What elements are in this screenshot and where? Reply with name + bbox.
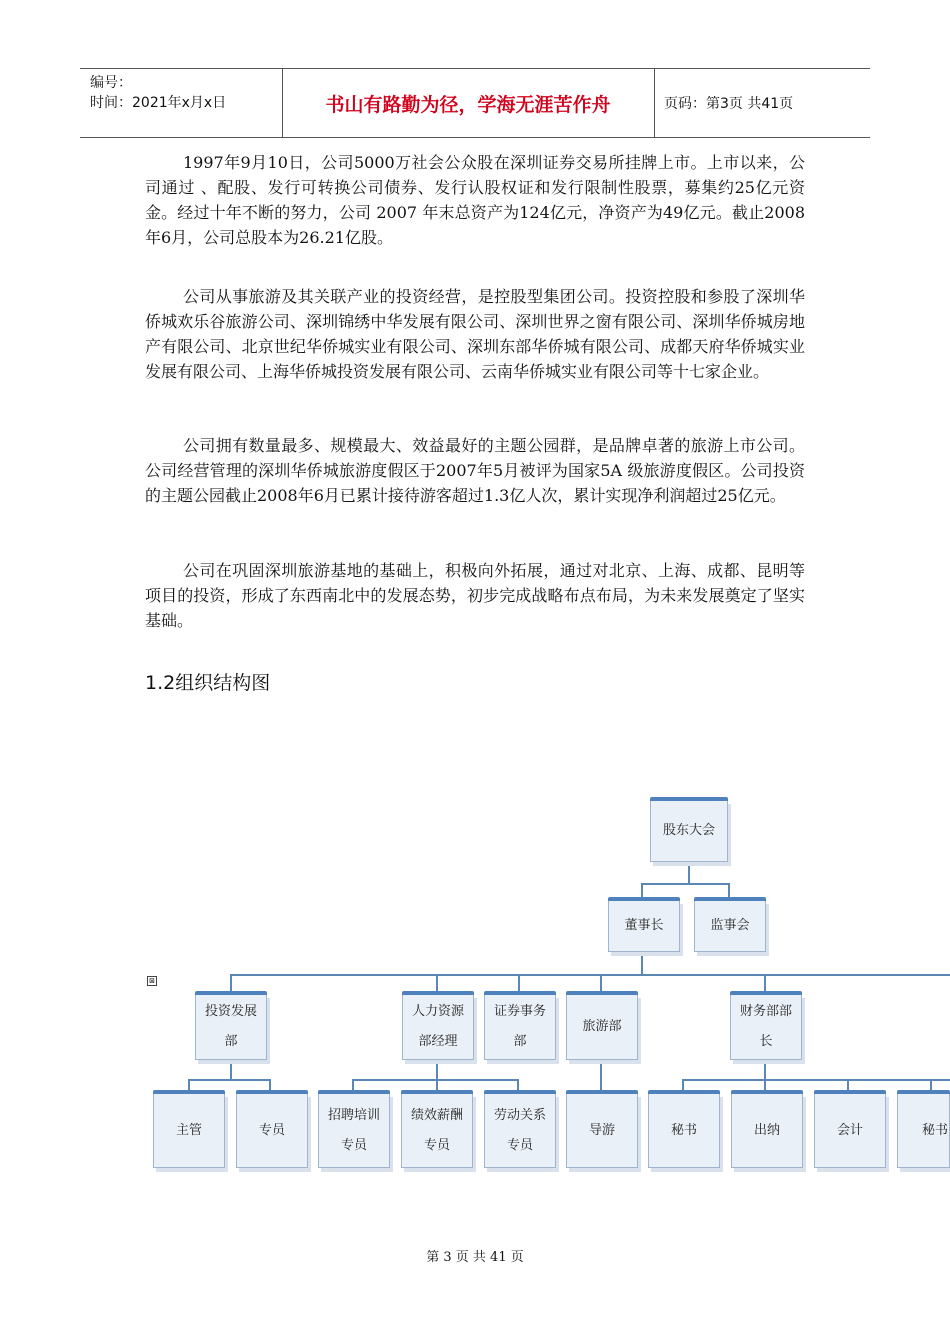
connector: [436, 974, 438, 992]
paragraph-1: 1997年9月10日，公司5000万社会公众股在深圳证券交易所挂牌上市。上市以来，公司通过 、配股、发行可转换公司债券、发行认股权证和发行限制性股票，募集约25亿元资金。经过十年不断的努力，公司 2007 年末总资产为124亿元，净资产为49亿元。截止2008年6月，公司总股本为26.21亿股。: [145, 153, 805, 247]
node-recruitment-specialist: 招聘培训 专员: [318, 1093, 390, 1168]
node-compensation-specialist: 绩效薪酬 专员: [401, 1093, 473, 1168]
header-page-number: 页码：第3页 共41页: [664, 96, 794, 112]
node-tour-guide: 导游: [566, 1093, 638, 1168]
connector: [230, 974, 950, 976]
node-dept-hr: 人力资源 部经理: [402, 994, 474, 1060]
connector: [682, 1079, 950, 1081]
paragraph-2: 公司从事旅游及其关联产业的投资经营，是控股型集团公司。投资控股和参股了深圳华侨城欢乐谷旅游公司、深圳锦绣中华发展有限公司、深圳世界之窗有限公司、深圳华侨城房地产有限公司、北京世纪华侨城实业有限公司、深圳东部华侨城有限公司、成都天府华侨城实业发展有限公司、上海华侨城投资发展有限公司、云南华侨城实业有限公司等十七家企业。: [145, 287, 805, 381]
header-meta: [90, 73, 226, 113]
page-footer: 第 3 页 共 41 页: [426, 1250, 524, 1265]
header-motto: 书山有路勤为径，学海无涯苦作舟: [325, 93, 611, 116]
node-specialist: 专员: [236, 1093, 308, 1168]
connector: [641, 952, 643, 975]
node-board-chair: 董事长: [608, 900, 680, 952]
page-header: [80, 68, 870, 138]
node-dept-investment: 投资发展 部: [195, 994, 267, 1060]
connector: [600, 974, 602, 992]
node-labor-relations-specialist: 劳动关系 专员: [484, 1093, 556, 1168]
node-secretary-2: 秘书: [897, 1093, 950, 1168]
connector: [764, 974, 766, 992]
paragraph-4: 公司在巩固深圳旅游基地的基础上，积极向外拓展，通过对北京、上海、成都、昆明等项目的投资，形成了东西南北中的发展态势，初步完成战略布点布局，为未来发展奠定了坚实基础。: [145, 561, 805, 630]
node-cashier: 出纳: [731, 1093, 803, 1168]
section-title: 1.2组织结构图: [145, 672, 271, 694]
header-time: 时间：2021年x月x日: [90, 95, 227, 111]
connector: [230, 1060, 232, 1080]
header-number: 编号：: [90, 75, 132, 91]
node-dept-finance: 财务部部 长: [730, 994, 802, 1060]
node-dept-securities: 证券事务 部: [484, 994, 556, 1060]
header-divider: [654, 69, 655, 137]
connector: [230, 974, 232, 992]
connector: [641, 883, 729, 885]
paragraph-3: 公司拥有数量最多、规模最大、效益最好的主题公园群，是品牌卓著的旅游上市公司。公司经营管理的深圳华侨城旅游度假区于2007年5月被评为国家5A 级旅游度假区。公司投资的主题公园截止2008年6月已累计接待游客超过1.3亿人次，累计实现净利润超过25亿元。: [145, 436, 805, 505]
node-shareholders: 股东大会: [650, 800, 728, 862]
connector: [518, 974, 520, 992]
connector: [188, 1079, 270, 1081]
node-supervisory-board: 监事会: [694, 900, 766, 952]
connector: [600, 1060, 602, 1093]
node-dept-tourism: 旅游部: [566, 994, 638, 1060]
org-chart: [0, 780, 950, 1180]
connector: [436, 1060, 438, 1080]
connector: [352, 1079, 518, 1081]
connector: [764, 1060, 766, 1080]
anchor-marker: ⊠: [147, 976, 157, 986]
node-accountant: 会计: [814, 1093, 886, 1168]
connector: [688, 862, 690, 884]
node-secretary: 秘书: [648, 1093, 720, 1168]
node-supervisor: 主管: [153, 1093, 225, 1168]
